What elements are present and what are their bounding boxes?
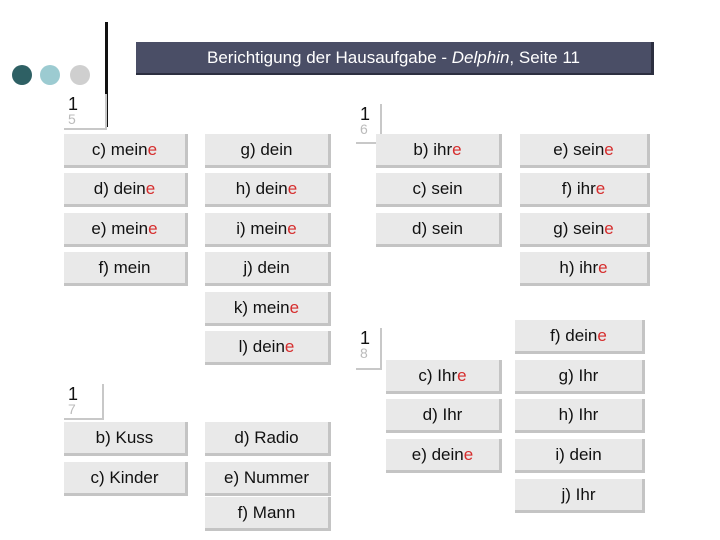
answer-cell: c) Ihr e [386,360,502,394]
answer-cell: e) mein e [64,213,188,247]
marker-number: 1 [68,94,79,114]
answer-cell: g) dein [205,134,331,168]
slide-title [136,42,654,75]
answer-cell: c) mein e [64,134,188,168]
answer-cell: c) Kinder [64,462,188,496]
answer-cell: j) dein [205,252,331,286]
answer-cell: d) dein e [64,173,188,207]
answer-cell: e) Nummer [205,462,331,496]
answer-cell: g) Ihr [515,360,645,394]
title-page: , Seite 11 [509,47,580,67]
exercise-marker-2: 1 6 [356,104,382,144]
answer-cell: j) Ihr [515,479,645,513]
answer-cell: f) mein [64,252,188,286]
marker-number: 1 [360,104,371,124]
answer-cell: c) sein [376,173,502,207]
answer-cell: d) Ihr [386,399,502,433]
title-book: Delphin [451,47,510,67]
answer-cell: k) mein e [205,292,331,326]
answer-cell: i) dein [515,439,645,473]
answer-cell: g) sein e [520,213,650,247]
answer-cell: h) ihr e [520,252,650,286]
title-text: Berichtigung der Hausaufgabe - [206,47,448,67]
dot-teal [40,65,60,85]
answer-cell: l) dein e [205,331,331,365]
answer-cell: d) Radio [205,422,331,456]
marker-number: 1 [360,328,371,348]
exercise-marker-3: 1 8 [356,328,382,370]
answer-cell: i) mein e [205,213,331,247]
answer-cell: e) dein e [386,439,502,473]
dot-gray [70,65,90,85]
answer-cell: h) dein e [205,173,331,207]
answer-cell: f) ihr e [520,173,650,207]
answer-cell: d) sein [376,213,502,247]
answer-cell: b) Kuss [64,422,188,456]
marker-number: 1 [68,384,79,404]
answer-cell: h) Ihr [515,399,645,433]
exercise-marker-4: 1 7 [64,384,104,420]
answer-cell: f) Mann [205,497,331,531]
answer-cell: b) ihr e [376,134,502,168]
answer-cell: e) sein e [520,134,650,168]
answer-cell: f) dein e [515,320,645,354]
exercise-marker-1: 1 5 [64,94,107,130]
dot-dark [12,65,32,85]
